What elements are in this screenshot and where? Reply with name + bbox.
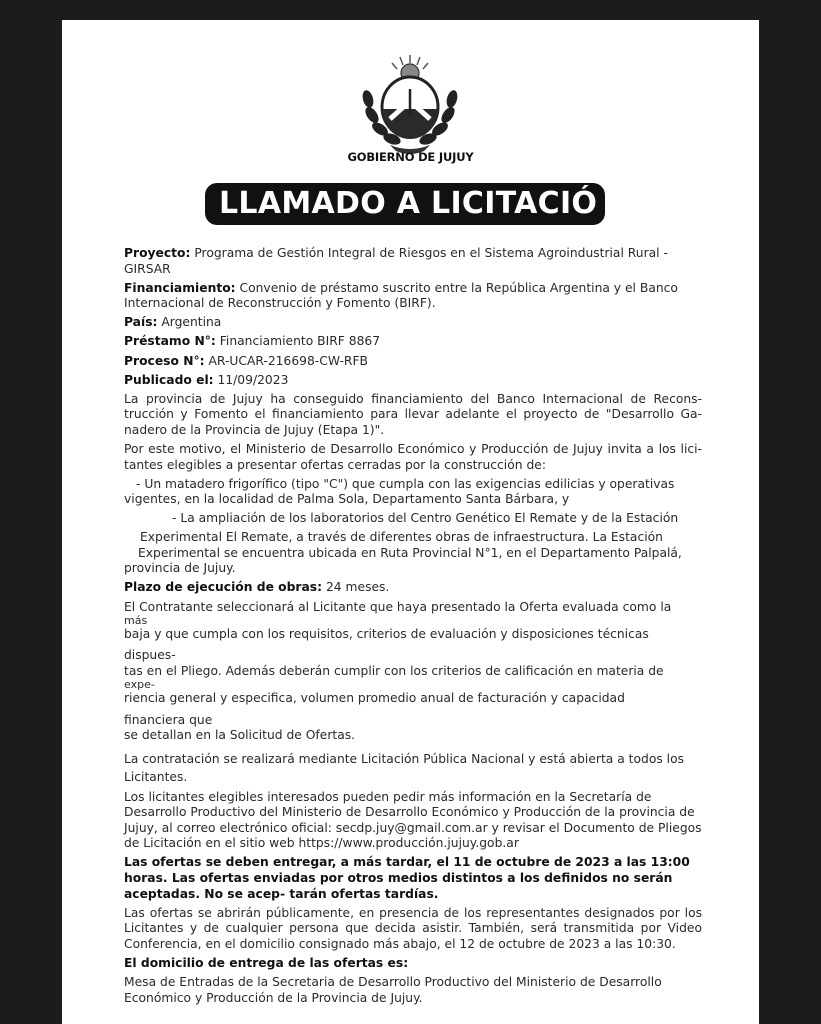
field-label: Proceso N°: xyxy=(124,353,205,368)
criteria-line: tas en el Pliego. Además deberán cumplir con los criterios de calificación en materia de xyxy=(124,663,664,678)
deadline-text: Las ofertas se deben entregar, a más tardar, el 11 de octubre de 2023 a las 13:00 horas. Las ofertas enviadas por otros medios distintos a los definidos no serán aceptadas. No se acep- tarán ofertas tardías. xyxy=(124,855,690,901)
criteria-line: se detallan en la Solicitud de Ofertas. xyxy=(124,728,356,743)
field-label: Plazo de ejecución de obras: xyxy=(124,580,323,595)
notice-page xyxy=(62,20,759,1024)
field-publicado xyxy=(124,373,702,389)
paragraph-invitation: Por este motivo, el Ministerio de Desarrollo Económico y Producción de Jujuy invita a los lici- tantes elegibles a presentar ofertas cerradas por la construcción de: xyxy=(124,442,702,472)
paragraph-intro: La provincia de Jujuy ha conseguido financiamiento del Banco Internacional de Recons- trucción y Fomento el financiamiento para llevar adelante el proyecto de "Desarrollo Ga- nadero de la Provincia de Jujuy (Etapa 1)". xyxy=(124,391,702,437)
criteria-fragment: financiera que xyxy=(124,712,213,727)
criteria-line: riencia general y especifica, volumen promedio anual de facturación y capacidad xyxy=(124,691,625,706)
field-value: AR-UCAR-216698-CW-RFB xyxy=(208,353,368,368)
field-pais xyxy=(124,315,702,331)
criteria-fragment: expe- xyxy=(124,678,155,692)
field-label: Préstamo N°: xyxy=(124,334,216,349)
paragraph-apertura: Las ofertas se abrirán públicamente, en presencia de los representantes designados por los Licitantes y de cualquier persona que decida asistir. También, será transmitida por Video Conferencia, en el domicilio consignado más abajo, el 12 de octubre de 2023 a las 10:30. xyxy=(124,905,702,951)
field-value: Convenio de préstamo suscrito entre la República Argentina y el Banco Internacional de Reconstrucción y Fomento (BIRF). xyxy=(124,280,678,311)
criteria-line: El Contratante seleccionará al Licitante que haya presentado la Oferta evaluada como la xyxy=(124,599,672,614)
bullet-laboratorios-cont: provincia de Jujuy. xyxy=(124,561,236,576)
field-value: Programa de Gestión Integral de Riesgos en el Sistema Agroindustrial Rural - GIRSAR xyxy=(124,246,668,276)
field-value: 24 meses. xyxy=(325,580,390,595)
notice-body xyxy=(124,246,702,1010)
paragraph-informacion: Los licitantes elegibles interesados pueden pedir más información en la Secretaría de Desarrollo Productivo del Ministerio de Desarrollo Económico y Producción de la provincia de Jujuy, al correo electrónico oficial: secdp.juy@gmail.com.ar y revisar el Documento de Pliegos de Licitación en el sitio web https://www.producción.jujuy.gob.ar xyxy=(124,789,702,851)
criteria-fragment: más xyxy=(124,614,148,628)
paragraph-domicilio: Mesa de Entradas de la Secretaria de Desarrollo Productivo del Ministerio de Desarrollo Económico y Producción de la Provincia de Jujuy. xyxy=(124,975,662,1005)
field-value: Argentina xyxy=(161,315,222,330)
field-value: Financiamiento BIRF 8867 xyxy=(219,334,381,349)
criteria-fragment: dispues- xyxy=(124,648,176,663)
field-value: 11/09/2023 xyxy=(217,372,289,387)
plazo-ejecucion xyxy=(124,580,702,596)
coat-of-arms-icon xyxy=(359,53,461,157)
government-name: GOBIERNO DE JUJUY xyxy=(347,150,474,164)
paragraph-domicilio-heading xyxy=(124,956,702,972)
bullet-laboratorios-cont: Experimental El Remate, a través de diferentes obras de infraestructura. La Estación xyxy=(140,530,663,544)
bullet-laboratorios: - La ampliación de los laboratorios del Centro Genético El Remate y de la Estación xyxy=(172,511,679,526)
field-label: Proyecto: xyxy=(124,246,191,260)
page-title: LLAMADO A LICITACIÓ xyxy=(205,183,605,225)
field-proyecto xyxy=(124,246,702,277)
bullet-matadero-cont: vigentes, en la localidad de Palma Sola, Departamento Santa Bárbara, y xyxy=(124,492,570,507)
domicilio-heading: El domicilio de entrega de las ofertas es: xyxy=(124,955,409,970)
field-label: País: xyxy=(124,315,158,330)
paragraph-contratacion: La contratación se realizará mediante Licitación Pública Nacional y está abierta a todos los Licitantes. xyxy=(124,752,685,785)
field-prestamo xyxy=(124,334,702,350)
field-financiamiento xyxy=(124,281,702,312)
bullet-matadero: - Un matadero frigorífico (tipo "C") que cumpla con las exigencias edilicias y operativas xyxy=(136,476,675,491)
paragraph-deadline xyxy=(124,855,702,902)
field-label: Publicado el: xyxy=(124,372,214,387)
criteria-line: baja y que cumpla con los requisitos, criterios de evaluación y disposiciones técnicas xyxy=(124,627,649,642)
field-label: Financiamiento: xyxy=(124,280,236,295)
field-proceso xyxy=(124,354,702,370)
bullet-laboratorios-cont: Experimental se encuentra ubicada en Ruta Provincial N°1, en el Departamento Palpalá, xyxy=(138,545,682,560)
